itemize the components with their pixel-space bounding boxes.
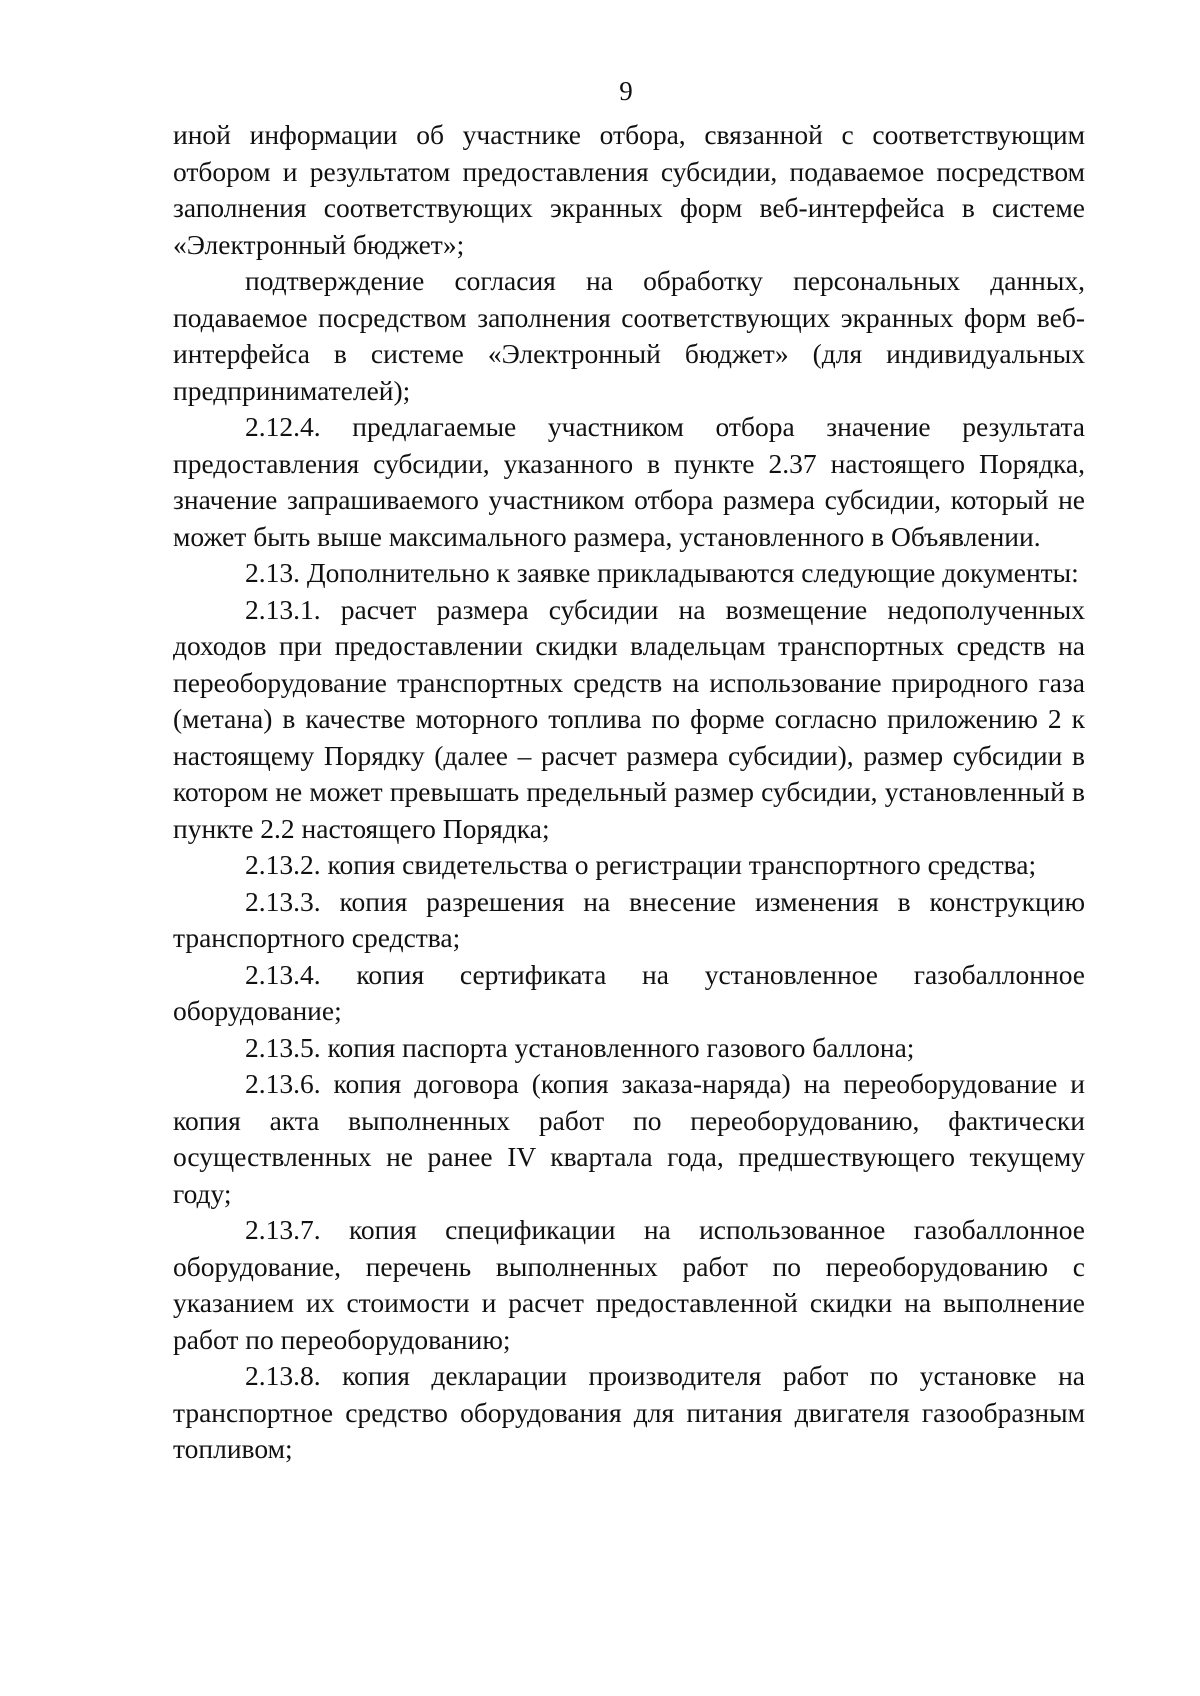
- paragraph-2-13-2: 2.13.2. копия свидетельства о регистрации транспортного средства;: [245, 849, 1037, 880]
- paragraph-2-13-4: 2.13.4. копия сертификата на установленное газобаллонное оборудование;: [173, 958, 1085, 1026]
- paragraph-2-13-8: 2.13.8. копия декларации производителя работ по установке на транспортное средство оборудования для питания двигателя газообразным топливом;: [173, 1360, 1085, 1464]
- paragraph-2-13-6: 2.13.6. копия договора (копия заказа-наряда) на переоборудование и копия акта выполненных работ по переоборудованию, фактически осуществленных не ранее IV квартала года, предшествующего текущему году;: [173, 1068, 1085, 1209]
- paragraph-other-info: иной информации об участнике отбора, связанной с соответствующим отбором и результатом предоставления субсидии, подаваемое посредством заполнения соответствующих экранных форм веб-интерфейса в системе «Электронный бюджет»;: [173, 119, 1085, 260]
- paragraph-2-12-4: 2.12.4. предлагаемые участником отбора значение результата предоставления субсидии, указанного в пункте 2.37 настоящего Порядка, значение запрашиваемого участником отбора размера субсидии, который не может быть выше максимального размера, установленного в Объявлении.: [173, 411, 1085, 552]
- paragraph-2-13-1: 2.13.1. расчет размера субсидии на возмещение недополученных доходов при предоставлении скидки владельцам транспортных средств на переоборудование транспортных средств на использование природного газа (метана) в качестве моторного топлива по форме согласно приложению 2 к настоящему Порядку (далее – расчет размера субсидии), размер субсидии в котором не может превышать предельный размер субсидии, установленный в пункте 2.2 настоящего Порядка;: [173, 593, 1085, 844]
- paragraph-personal-data-consent: подтверждение согласия на обработку персональных данных, подаваемое посредством заполнения соответствующих экранных форм веб-интерфейса в системе «Электронный бюджет» (для индивидуальных предпринимателей);: [173, 265, 1085, 406]
- page-number: 9: [619, 76, 633, 106]
- paragraph-2-13-5: 2.13.5. копия паспорта установленного газового баллона;: [245, 1031, 915, 1063]
- paragraph-2-13-7: 2.13.7. копия спецификации на использованное газобаллонное оборудование, перечень выполненных работ по переоборудованию с указанием их стоимости и расчет предоставленной скидки на выполнение работ по переоборудованию;: [173, 1214, 1085, 1355]
- paragraph-2-13-3: 2.13.3. копия разрешения на внесение изменения в конструкцию транспортного средства;: [173, 885, 1085, 953]
- document-body: [173, 117, 1085, 1468]
- paragraph-2-13: 2.13. Дополнительно к заявке прикладываются следующие документы:: [245, 557, 1079, 588]
